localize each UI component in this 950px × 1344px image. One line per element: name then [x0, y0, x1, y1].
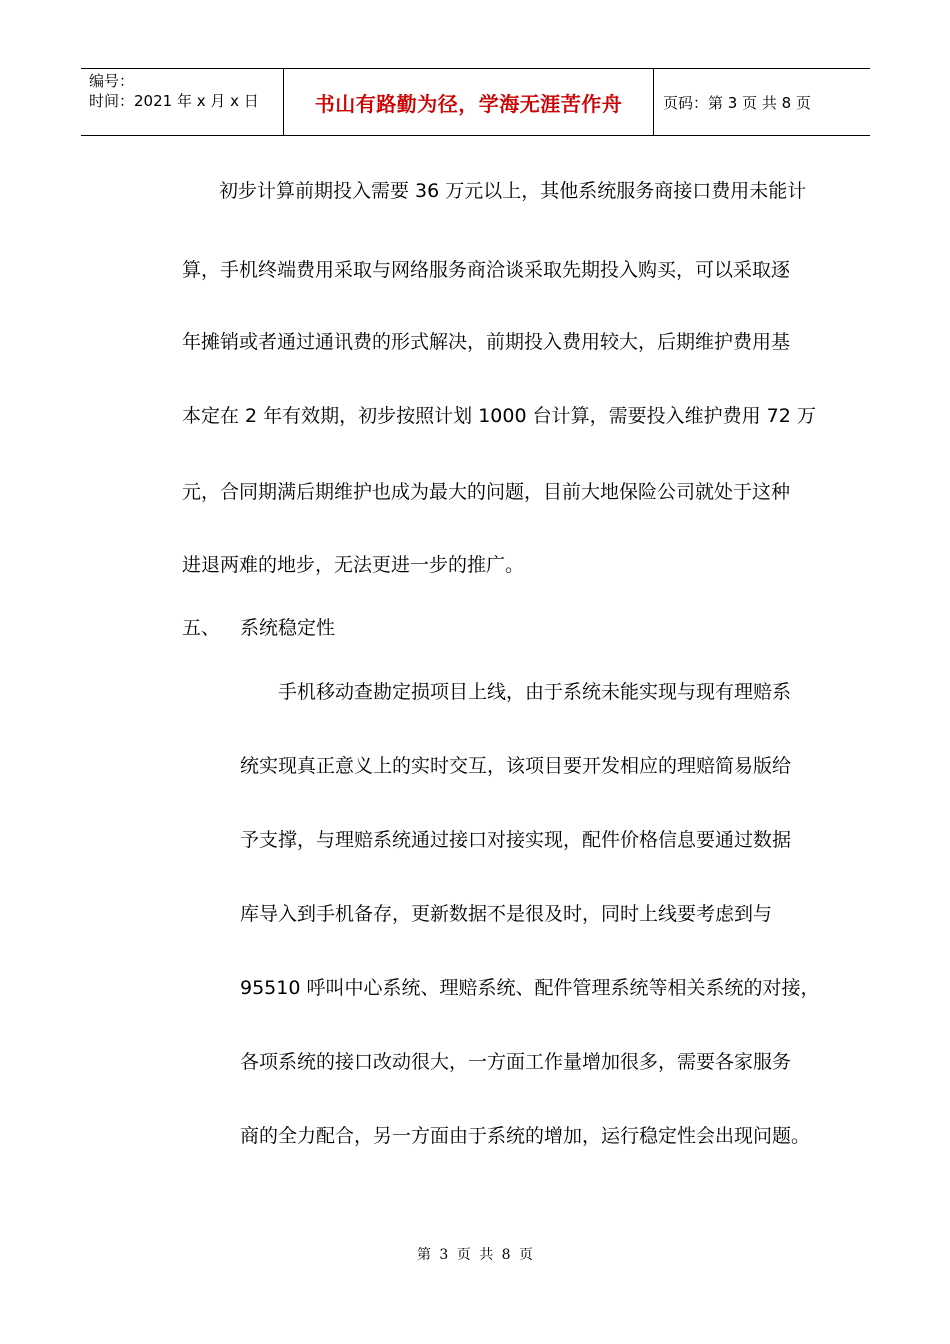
paragraph2-line: 库导入到手机备存，更新数据不是很及时，同时上线要考虑到与 — [240, 903, 773, 925]
paragraph1-line: 算，手机终端费用采取与网络服务商洽谈采取先期投入购买，可以采取逐 — [182, 259, 791, 281]
paragraph2-line: 95510 呼叫中心系统、理赔系统、配件管理系统等相关系统的对接， — [240, 977, 820, 999]
page-header — [81, 68, 870, 136]
date-label: 时间：2021 年 x 月 x 日 — [89, 92, 259, 110]
section-heading — [182, 616, 335, 640]
header-motto-cell — [283, 69, 654, 135]
header-page-cell — [654, 69, 870, 135]
header-motto: 书山有路勤为径，学海无涯苦作舟 — [314, 91, 623, 116]
section-title: 系统稳定性 — [240, 617, 336, 639]
paragraph2-line: 各项系统的接口改动很大，一方面工作量增加很多，需要各家服务 — [240, 1051, 792, 1073]
header-page-info: 页码：第 3 页 共 8 页 — [663, 93, 811, 112]
paragraph2-line: 予支撑，与理赔系统通过接口对接实现，配件价格信息要通过数据 — [240, 829, 792, 851]
paragraph1-line: 进退两难的地步，无法更进一步的推广。 — [182, 554, 525, 576]
header-meta-cell — [81, 69, 283, 135]
serial-number-label: 编号： — [89, 72, 135, 90]
section-number: 五、 — [182, 617, 221, 639]
paragraph1-line: 初步计算前期投入需要 36 万元以上，其他系统服务商接口费用未能计 — [219, 180, 807, 202]
paragraph1-line: 元，合同期满后期维护也成为最大的问题，目前大地保险公司就处于这种 — [182, 481, 791, 503]
paragraph2-line: 手机移动查勘定损项目上线，由于系统未能实现与现有理赔系 — [278, 681, 792, 703]
page-footer: 第 3 页 共 8 页 — [416, 1247, 534, 1263]
paragraph1-line: 年摊销或者通过通讯费的形式解决，前期投入费用较大，后期维护费用基 — [182, 331, 791, 353]
paragraph2-line: 商的全力配合，另一方面由于系统的增加，运行稳定性会出现问题。 — [240, 1125, 811, 1147]
paragraph2-line: 统实现真正意义上的实时交互，该项目要开发相应的理赔简易版给 — [240, 755, 792, 777]
paragraph1-line: 本定在 2 年有效期，初步按照计划 1000 台计算，需要投入维护费用 72 万 — [182, 405, 816, 427]
